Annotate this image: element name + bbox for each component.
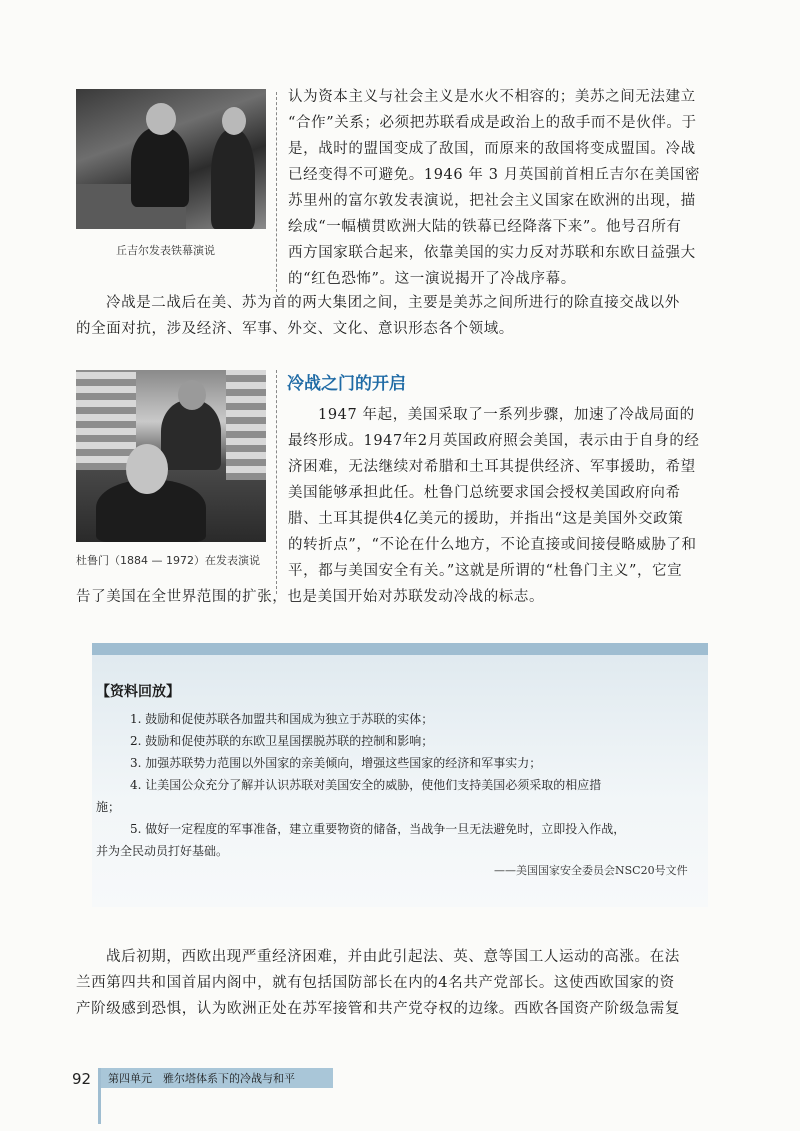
material-item: 2. 鼓励和促使苏联的东欧卫星国摆脱苏联的控制和影响； xyxy=(130,734,434,748)
material-heading: 【资料回放】 xyxy=(96,684,180,700)
text-line: 苏里州的富尔敦发表演说，把社会主义国家在欧洲的出现，描 xyxy=(288,193,696,209)
photo-caption: 丘吉尔发表铁幕演说 xyxy=(116,244,215,257)
text-line: 认为资本主义与社会主义是水火不相容的；美苏之间无法建立 xyxy=(288,89,696,105)
page-number: 92 xyxy=(72,1070,92,1088)
churchill-photo xyxy=(76,89,266,229)
text-line: 腊、土耳其提供4亿美元的援助，并指出“这是美国外交政策 xyxy=(288,511,684,527)
truman-photo xyxy=(76,370,266,542)
divider xyxy=(276,92,277,292)
text-line: “合作”关系；必须把苏联看成是政治上的敌手而不是伙伴。于 xyxy=(288,115,697,131)
material-item: 4. 让美国公众充分了解并认识苏联对美国安全的威胁，使他们支持美国必须采取的相应措 xyxy=(130,778,602,792)
material-source: ——美国国家安全委员会NSC20号文件 xyxy=(494,864,688,877)
text-line: 平，都与美国安全有关。”这就是所谓的“杜鲁门主义”，它宣 xyxy=(288,563,683,579)
closing-text xyxy=(76,944,716,1022)
text-line: 已经变得不可避免。1946 年 3 月英国前首相丘吉尔在美国密 xyxy=(288,167,701,183)
photo-caption: 杜鲁门（1884 — 1972）在发表演说 xyxy=(76,554,260,567)
section2-last-line: 告了美国在全世界范围的扩张，也是美国开始对苏联发动冷战的标志。 xyxy=(76,589,545,605)
text-line: 兰西第四共和国首届内阁中，就有包括国防部长在内的4名共产党部长。这使西欧国家的资 xyxy=(76,975,675,991)
text-line: 是，战时的盟国变成了敌国，而原来的敌国将变成盟国。冷战 xyxy=(288,141,696,157)
text-line: 1947 年起，美国采取了一系列步骤，加速了冷战局面的 xyxy=(318,407,695,423)
material-item: 3. 加强苏联势力范围以外国家的亲美倾向，增强这些国家的经济和军事实力； xyxy=(130,756,542,770)
text-line: 产阶级感到恐惧，认为欧洲正处在苏军接管和共产党夺权的边缘。西欧各国资产阶级急需复 xyxy=(76,1001,680,1017)
text-line: 绘成“一幅横贯欧洲大陆的铁幕已经降落下来”。他号召所有 xyxy=(288,219,682,235)
section1-text xyxy=(288,84,714,292)
unit-title: 第四单元 雅尔塔体系下的冷战与和平 xyxy=(108,1072,295,1085)
material-item: 并为全民动员打好基础。 xyxy=(96,844,229,858)
material-item: 5. 做好一定程度的军事准备，建立重要物资的储备，当战争一旦无法避免时，立即投入作战， xyxy=(130,822,626,836)
text-line: 西方国家联合起来，依靠美国的实力反对苏联和东欧日益强大 xyxy=(288,245,696,261)
material-item: 1. 鼓励和促使苏联各加盟共和国成为独立于苏联的实体； xyxy=(130,712,434,726)
text-line: 济困难，无法继续对希腊和土耳其提供经济、军事援助，希望 xyxy=(288,459,696,475)
text-line: 最终形成。1947年2月英国政府照会美国，表示由于自身的经 xyxy=(288,433,700,449)
material-item: 施； xyxy=(96,800,121,814)
section2-text xyxy=(288,402,714,584)
divider xyxy=(276,370,277,594)
text-line: 的“红色恐怖”。这一演说揭开了冷战序幕。 xyxy=(288,271,576,287)
material-box-band xyxy=(92,643,708,655)
definition-text xyxy=(76,290,716,342)
text-line: 战后初期，西欧出现严重经济困难，并由此引起法、英、意等国工人运动的高涨。在法 xyxy=(106,949,680,965)
text-line: 的转折点”，“不论在什么地方，不论直接或间接侵略威胁了和 xyxy=(288,537,697,553)
section-title: 冷战之门的开启 xyxy=(287,374,406,394)
text-line: 冷战是二战后在美、苏为首的两大集团之间，主要是美苏之间所进行的除直接交战以外 xyxy=(106,295,680,311)
text-line: 的全面对抗，涉及经济、军事、外交、文化、意识形态各个领域。 xyxy=(76,321,514,337)
text-line: 美国能够承担此任。杜鲁门总统要求国会授权美国政府向希 xyxy=(288,485,681,501)
